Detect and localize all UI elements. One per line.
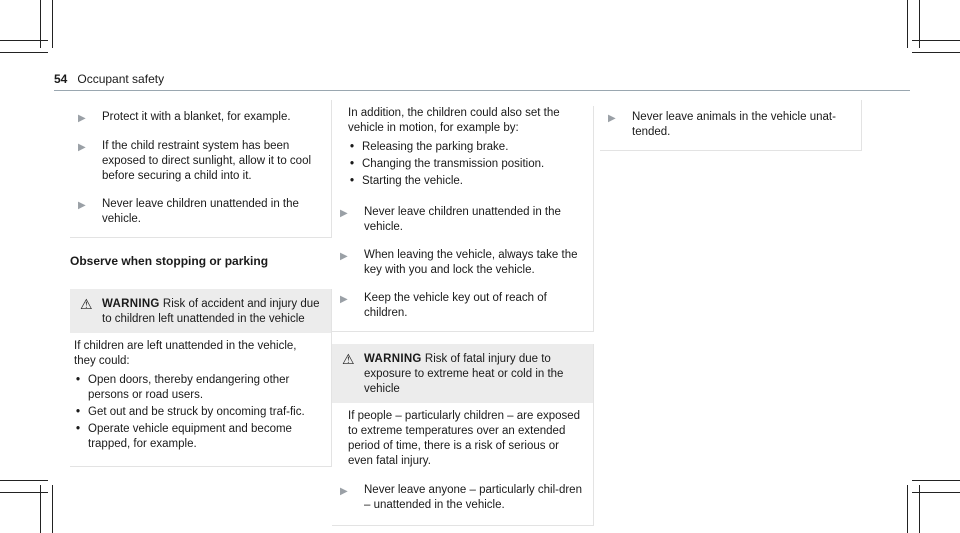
step-item [70,110,321,126]
arrow-right-icon: ▶ [78,200,86,211]
warning-body [332,403,593,525]
warning-triangle-icon: ⚠ [342,351,355,367]
bullet-list [74,373,321,452]
warning-body [70,333,331,466]
step-text: If the child restraint system has been exposed to direct sunlight, allow it to cool before securing a child into it. [102,140,312,182]
step-item [332,483,583,513]
step-text: Protect it with a blanket, for example. [102,111,291,123]
header-divider [54,90,910,91]
crop-mark [0,52,48,53]
warning-header [70,289,331,333]
column-2 [332,106,594,526]
warning-title: Risk of fatal injury due to exposure to extreme heat or cold in the vehicle [364,353,564,395]
crop-mark [912,492,960,493]
arrow-right-icon: ▶ [78,142,86,153]
crop-mark [0,492,48,493]
column-3 [600,100,862,151]
column-1 [70,100,332,467]
step-text: Never leave children unattended in the vehicle. [102,198,299,225]
step-list [70,100,332,238]
arrow-right-icon: ▶ [340,486,348,497]
step-text: When leaving the vehicle, always take the key with you and lock the vehicle. [364,249,578,276]
crop-mark [912,40,960,41]
section-title: Occupant safety [77,72,165,86]
crop-mark [0,480,48,481]
arrow-right-icon: ▶ [340,251,348,262]
list-item: • Get out and be struck by oncoming traf‐fic. [74,405,321,420]
crop-mark [907,485,908,533]
step-list [600,100,862,151]
warning-header [332,344,593,403]
warning-intro: If people – particularly children – are exposed to extreme temperatures over an extended period of time, there is a risk of serious or even fatal injury. [348,410,581,467]
crop-mark [907,0,908,48]
step-item [332,205,583,235]
crop-mark [52,485,53,533]
list-item: • Operate vehicle equipment and become trapped, for example. [74,422,321,452]
arrow-right-icon: ▶ [608,113,616,124]
step-item [332,248,583,278]
step-text: Never leave animals in the vehicle unat‐tended. [632,111,836,138]
page-header [54,72,164,86]
crop-mark [0,40,48,41]
list-item: • Open doors, thereby endangering other persons or road users. [74,373,321,403]
step-item [600,110,851,140]
warning-title: Risk of accident and injury due to children left unattended in the vehicle [102,298,320,325]
warning-triangle-icon: ⚠ [80,296,93,312]
step-text: Never leave children unattended in the vehicle. [364,206,561,233]
list-item: • Changing the transmission position. [348,157,583,172]
warning-intro: If children are left unattended in the vehicle, they could: [74,340,297,367]
step-text: Never leave anyone – particularly chil‐dren – unattended in the vehicle. [364,484,582,511]
warning-label: WARNING [102,298,160,310]
crop-mark [52,0,53,48]
arrow-right-icon: ▶ [78,113,86,124]
page-number: 54 [54,72,68,86]
arrow-right-icon: ▶ [340,294,348,305]
step-text: Keep the vehicle key out of reach of children. [364,292,547,319]
section-heading: Observe when stopping or parking [70,254,269,268]
warning-label: WARNING [364,353,422,365]
crop-mark [912,52,960,53]
step-item [332,291,583,321]
list-item: • Starting the vehicle. [348,174,583,189]
list-item: • Releasing the parking brake. [348,140,583,155]
warning-box [332,344,594,526]
step-item [70,139,321,184]
content-block [332,106,594,332]
arrow-right-icon: ▶ [340,208,348,219]
crop-mark [912,480,960,481]
intro-paragraph: In addition, the children could also set the vehicle in motion, for example by: [348,107,560,134]
warning-box [70,289,332,467]
step-item [70,197,321,227]
bullet-list [332,140,583,189]
